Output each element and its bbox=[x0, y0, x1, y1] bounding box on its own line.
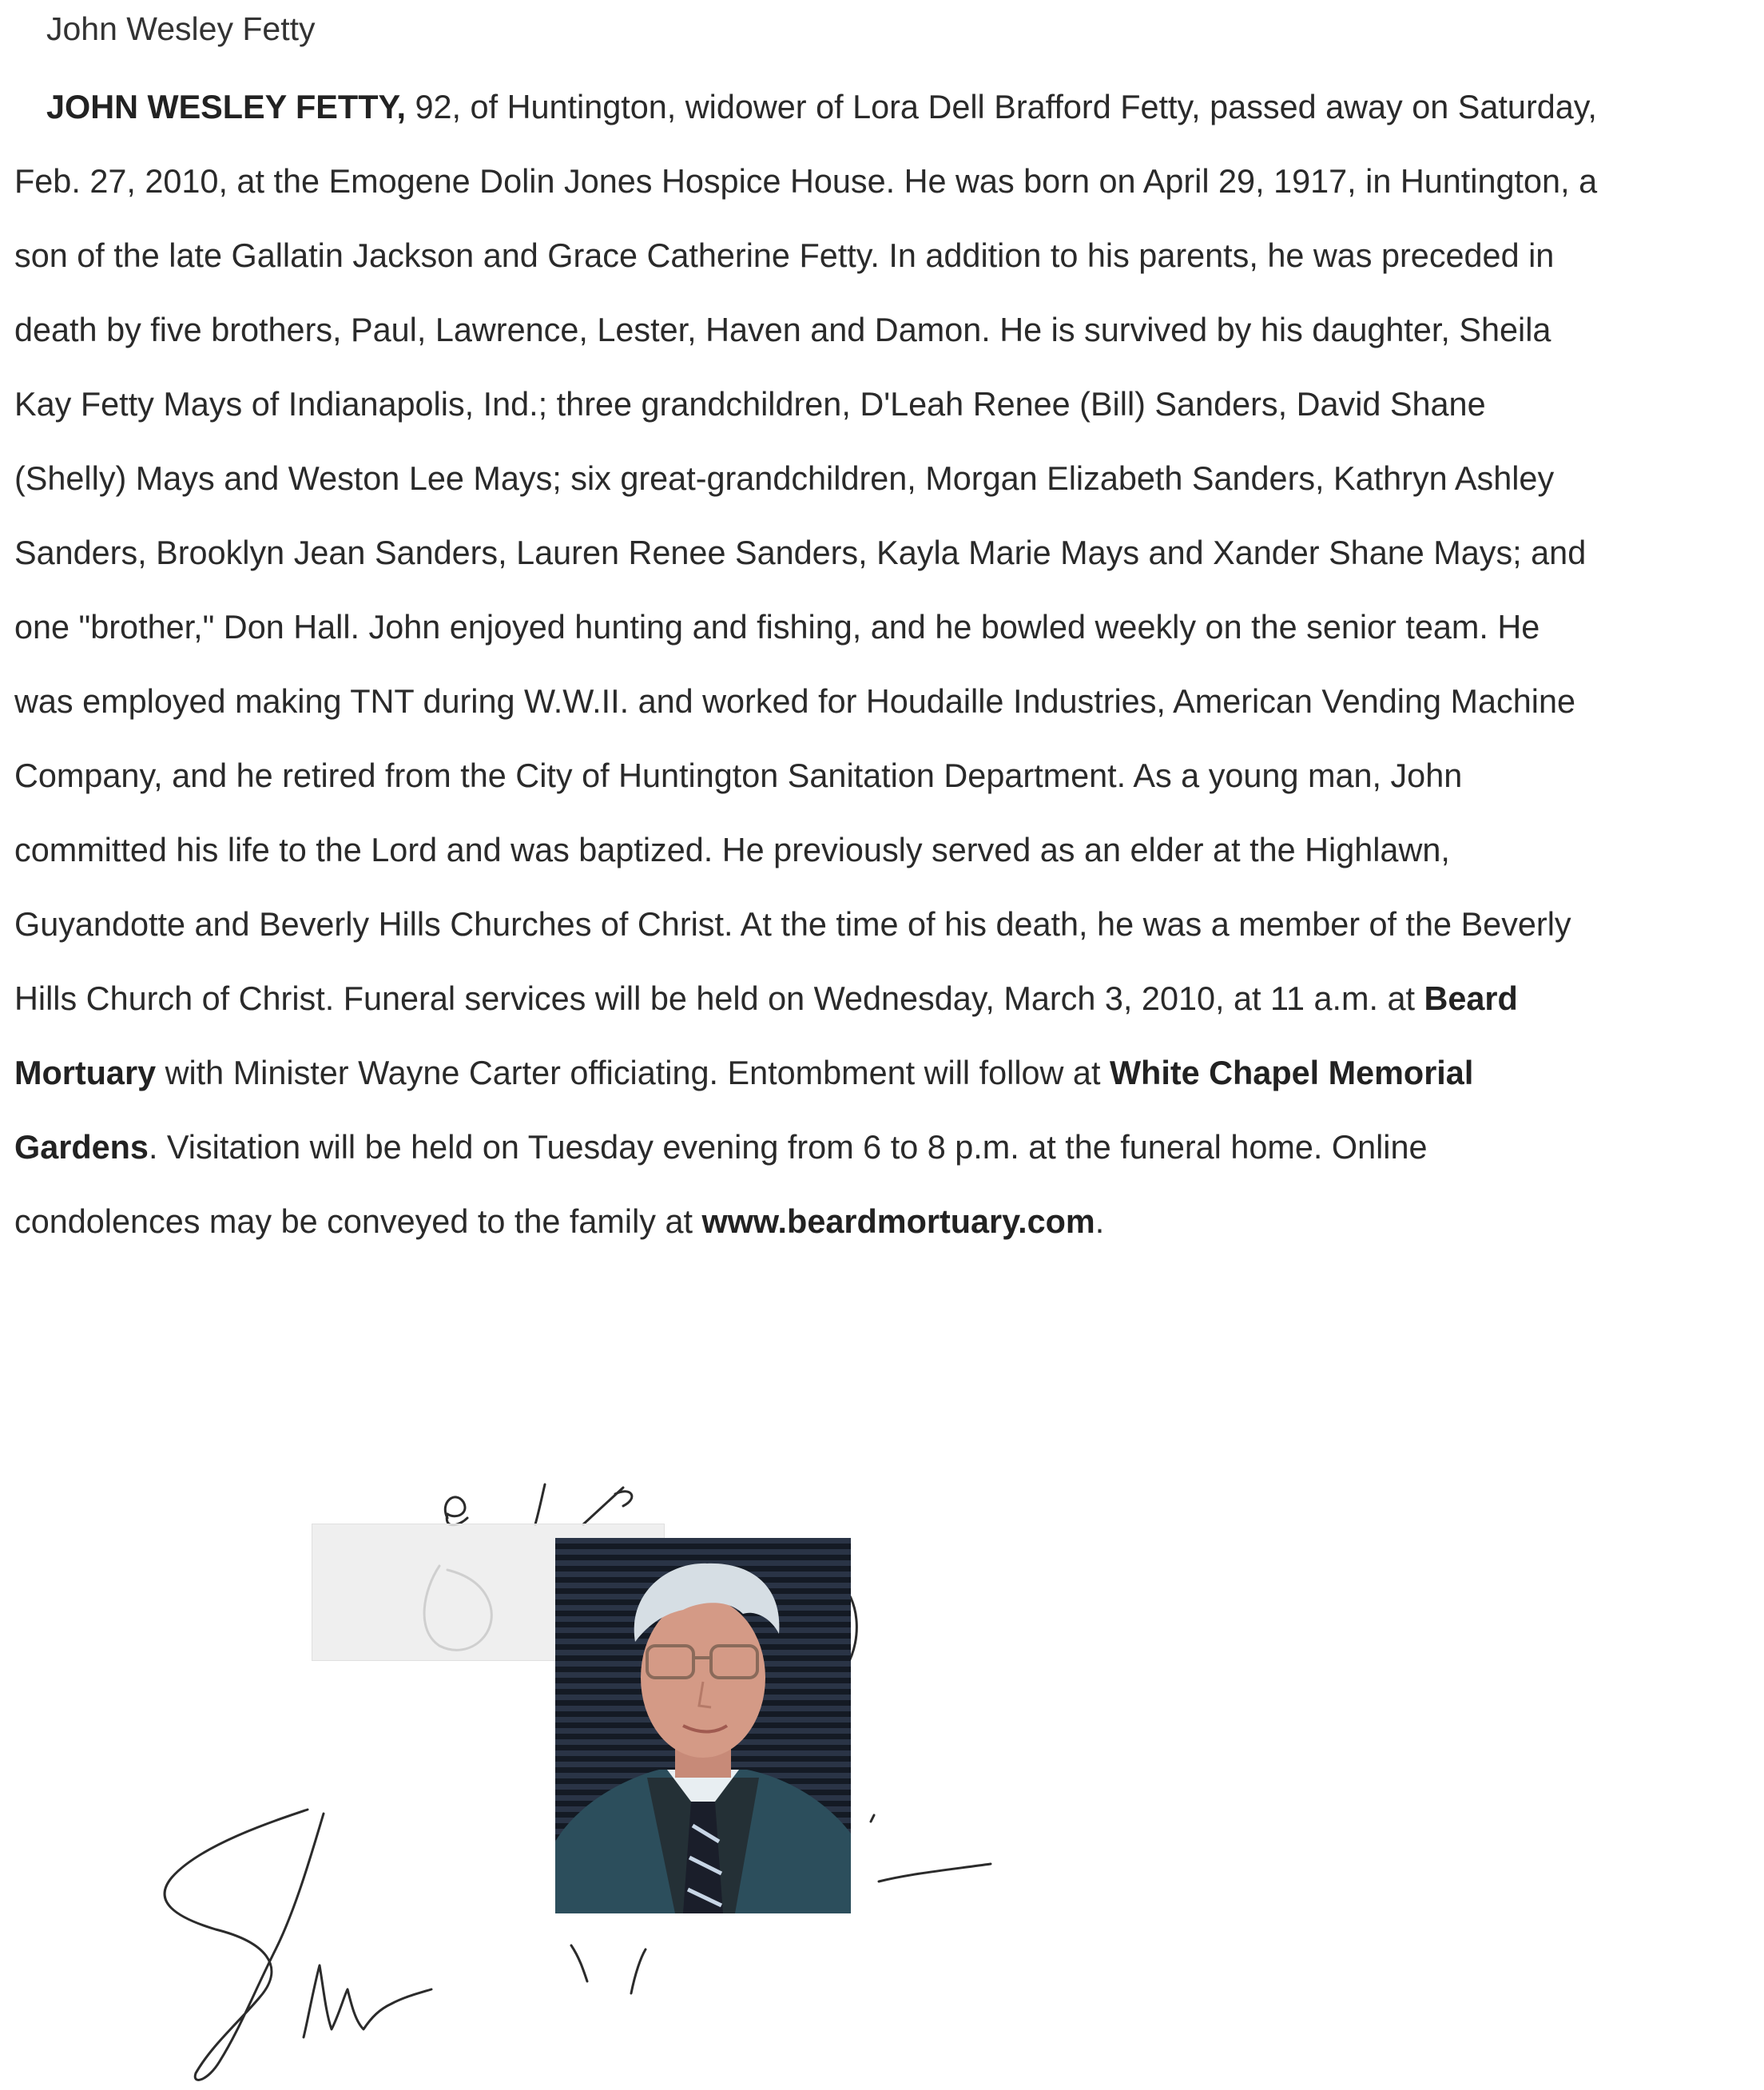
document-header: John Wesley Fetty bbox=[46, 10, 316, 47]
body-text: . bbox=[1095, 1203, 1105, 1240]
bold-text: Beard bbox=[1424, 980, 1518, 1017]
body-text: son of the late Gallatin Jackson and Grace Catherine Fetty. In addition to his parents, he was preceded in bbox=[14, 237, 1555, 274]
obituary-line bbox=[14, 1185, 1764, 1259]
obituary-line bbox=[14, 1036, 1764, 1111]
obituary-line bbox=[14, 293, 1764, 368]
bold-text: JOHN WESLEY FETTY, bbox=[46, 89, 407, 125]
obituary-line bbox=[14, 888, 1764, 962]
body-text: with Minister Wayne Carter officiating. Entombment will follow at bbox=[156, 1055, 1110, 1091]
obituary-line bbox=[14, 145, 1764, 219]
body-text: . Visitation will be held on Tuesday evening from 6 to 8 p.m. at the funeral home. Online bbox=[148, 1129, 1428, 1166]
body-text: Hills Church of Christ. Funeral services will be held on Wednesday, March 3, 2010, at 11 a.m. at bbox=[14, 980, 1424, 1017]
body-text: 92, of Huntington, widower of Lora Dell Brafford Fetty, passed away on Saturday, bbox=[406, 89, 1597, 125]
obituary-line bbox=[14, 368, 1764, 442]
obituary-line bbox=[14, 516, 1764, 590]
body-text: (Shelly) Mays and Weston Lee Mays; six great-grandchildren, Morgan Elizabeth Sanders, Kathryn Ashley bbox=[14, 460, 1555, 497]
obituary-line bbox=[14, 962, 1764, 1036]
body-text: Feb. 27, 2010, at the Emogene Dolin Jones Hospice House. He was born on April 29, 1917, in Huntington, a bbox=[14, 163, 1598, 200]
body-text: Kay Fetty Mays of Indianapolis, Ind.; three grandchildren, D'Leah Renee (Bill) Sanders, David Shane bbox=[14, 386, 1486, 423]
obituary-line bbox=[14, 219, 1764, 293]
obituary-line bbox=[14, 813, 1764, 888]
bold-text: White Chapel Memorial bbox=[1109, 1055, 1474, 1091]
bold-text: Mortuary bbox=[14, 1055, 157, 1091]
body-text: one "brother," Don Hall. John enjoyed hunting and fishing, and he bowled weekly on the senior team. He bbox=[14, 609, 1540, 646]
obituary-line bbox=[14, 1111, 1764, 1185]
obituary-line bbox=[14, 70, 1764, 145]
obituary-line bbox=[14, 739, 1764, 813]
obituary-line bbox=[14, 665, 1764, 739]
body-text: death by five brothers, Paul, Lawrence, Lester, Haven and Damon. He is survived by his daughter, Sheila bbox=[14, 312, 1551, 348]
portrait-photo bbox=[555, 1538, 851, 1913]
body-text: condolences may be conveyed to the family at bbox=[14, 1203, 702, 1240]
photo-attachment-area bbox=[104, 1470, 1023, 2090]
body-text: Company, and he retired from the City of Huntington Sanitation Department. As a young man, John bbox=[14, 757, 1463, 794]
obituary-line bbox=[14, 442, 1764, 516]
body-text: Sanders, Brooklyn Jean Sanders, Lauren Renee Sanders, Kayla Marie Mays and Xander Shane Mays; and bbox=[14, 534, 1587, 571]
body-text: was employed making TNT during W.W.II. and worked for Houdaille Industries, American Vending Machine bbox=[14, 683, 1575, 720]
body-text: Guyandotte and Beverly Hills Churches of Christ. At the time of his death, he was a member of the Beverly bbox=[14, 906, 1571, 943]
obituary-line bbox=[14, 590, 1764, 665]
body-text: committed his life to the Lord and was baptized. He previously served as an elder at the Highlawn, bbox=[14, 832, 1450, 868]
bold-text: www.beardmortuary.com bbox=[701, 1203, 1095, 1240]
obituary-text bbox=[14, 70, 1764, 1259]
bold-text: Gardens bbox=[14, 1129, 149, 1166]
